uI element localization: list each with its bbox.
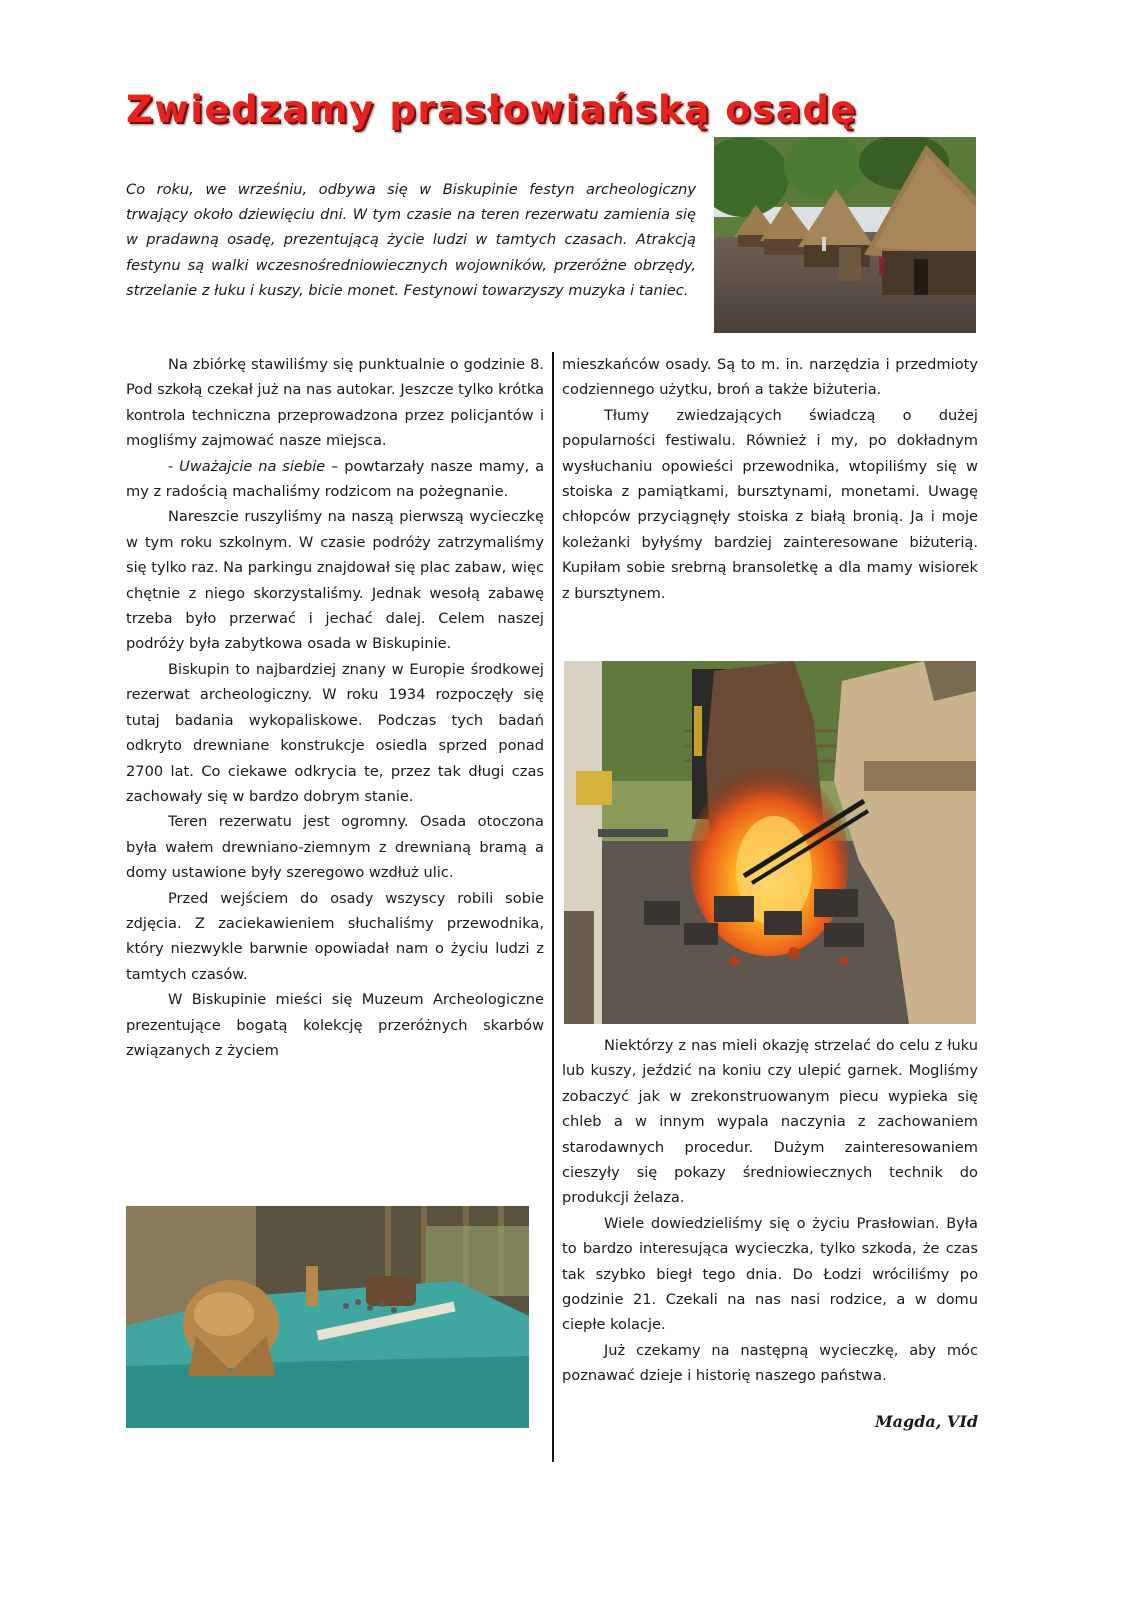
paragraph: W Biskupinie mieści się Muzeum Archeologiczne prezentujące bogatą kolekcję przeróżnych skarbów związanych z życiem (126, 991, 544, 1059)
helmet-display-photo (126, 1206, 529, 1428)
right-text-column-top (562, 352, 978, 606)
article-title: Zwiedzamy prasłowiańską osadę (126, 88, 858, 131)
paragraph: Tłumy zwiedzających świadczą o dużej popularności festiwalu. Również i my, po dokładnym wysłuchaniu opowieści przewodnika, wtopiliśmy się w stoiska z pamiątkami, bursztynami, monetami. Uwagę chłopców przyciągnęły stoiska z białą bronią. Ja i moje koleżanki byłyśmy bardziej zainteresowane biżuterią. Kupiłam sobie srebrną bransoletkę a dla mamy wisiorek z bursztynem. (562, 406, 978, 602)
article-intro: Co roku, we wrześniu, odbywa się w Biskupinie festyn archeologiczny trwający około dziewięciu dni. W tym czasie na teren rezerwatu zamienia się w pradawną osadę, prezentującą życie ludzi w tamtych czasach. Atrakcją festynu są walki wczesnośredniowiecznych wojowników, przeróżne obrzędy, strzelanie z łuku i kuszy, bicie monet. Festynowi towarzyszy muzyka i taniec. (126, 181, 696, 299)
village-huts-photo (714, 137, 976, 333)
paragraph-quote (126, 454, 544, 505)
paragraph: Nareszcie ruszyliśmy na naszą pierwszą wycieczkę w tym roku szkolnym. W czasie podróży zatrzymaliśmy się tylko raz. Na parkingu znajdował się plac zabaw, więc chętnie z niego skorzystaliśmy. Jednak wesołą zabawę trzeba było przerwać i jechać dalej. Celem naszej podróży była zabytkowa osada w Biskupinie. (126, 508, 544, 653)
paragraph: Przed wejściem do osady wszyscy robili sobie zdjęcia. Z zaciekawieniem słuchaliśmy przewodnika, który niezwykle barwnie opowiadał nam o życiu ludzi z tamtych czasów. (126, 889, 544, 983)
paragraph: mieszkańców osady. Są to m. in. narzędzia i przedmioty codziennego użytku, broń a także biżuteria. (562, 356, 978, 399)
dialogue-dash: - (168, 457, 174, 475)
paragraph: Na zbiórkę stawiliśmy się punktualnie o godzinie 8. Pod szkołą czekał już na nas autokar. Jeszcze tylko krótka kontrola techniczna przeprowadzona przez policjantów i mogliśmy zajmować nasze miejsca. (126, 356, 545, 450)
author-signature: Magda, VId (874, 1412, 978, 1431)
paragraph: Już czekamy na następną wycieczkę, aby móc poznawać dzieje i historię naszego państwa. (562, 1341, 978, 1385)
paragraph: Wiele dowiedzieliśmy się o życiu Prasłowian. Była to bardzo interesująca wycieczka, tylko szkoda, że czas tak szybko biegł tego dnia. Do Łodzi wróciliśmy po godzinie 21. Czekali na nas nasi rodzice, a w domu ciepłe kolacje. (562, 1214, 978, 1334)
column-divider (552, 352, 554, 1462)
paragraph: Biskupin to najbardziej znany w Europie środkowej rezerwat archeologiczny. W roku 1934 rozpoczęły się tutaj badania wykopaliskowe. Podczas tych badań odkryto drewniane konstrukcje osiedla sprzed ponad 2700 lat. Co ciekawe odkrycia te, przez tak długi czas zachowały się w bardzo dobrym stanie. (126, 660, 544, 805)
paragraph: Niektórzy z nas mieli okazję strzelać do celu z łuku lub kuszy, jeździć na koniu czy ulepić garnek. Mogliśmy zobaczyć jak w zrekonstruowanym piecu wypieka się chleb a w innym wypala naczynia z zachowaniem starodawnych procedur. Dużym zainteresowaniem cieszyły się pokazy średniowiecznych technik do produkcji żelaza. (562, 1037, 978, 1207)
quoted-speech: Uważajcie na siebie (179, 457, 326, 475)
paragraph: Teren rezerwatu jest ogromny. Osada otoczona była wałem drewniano-ziemnym z drewnianą bramą a domy ustawione były szeregowo wzdłuż ulic. (126, 813, 544, 882)
left-text-column (126, 352, 544, 1063)
right-text-column-bottom (562, 1033, 978, 1389)
forge-fire-photo (564, 661, 976, 1024)
paragraph-text: – powtarzały nasze mamy, a my z radością machaliśmy rodzicom na pożegnanie. (126, 457, 545, 501)
